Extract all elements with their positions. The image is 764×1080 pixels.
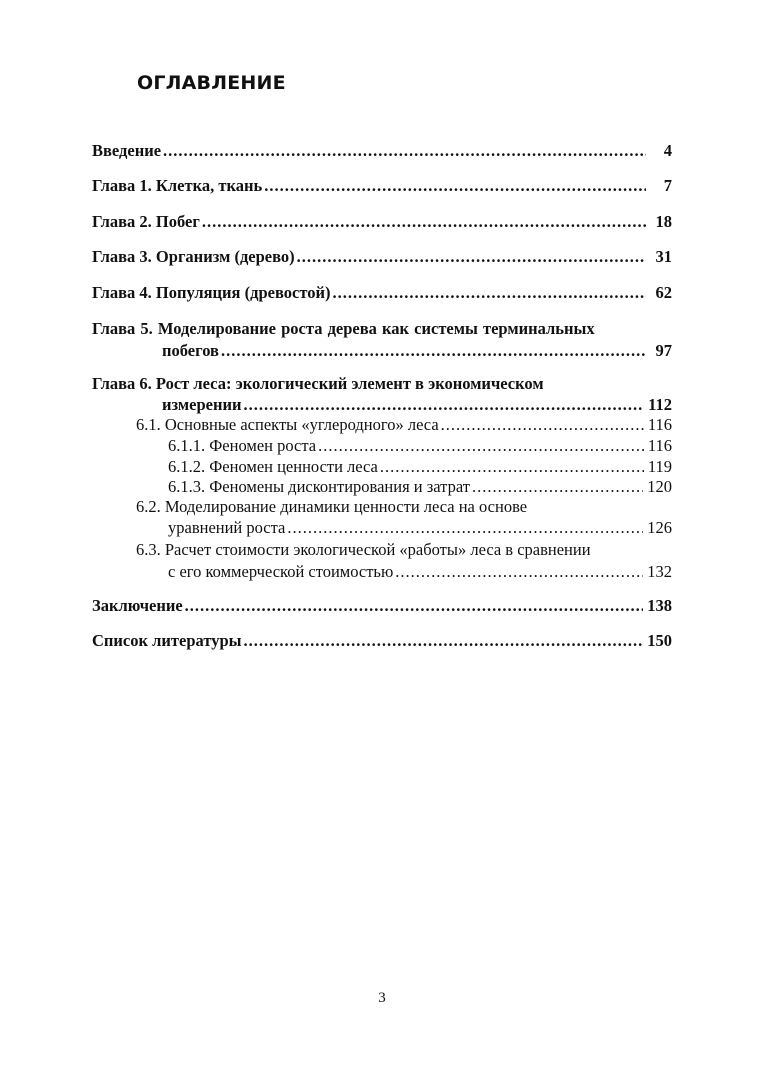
toc-entry-label: уравнений роста <box>168 518 286 537</box>
toc-entry-page: 126 <box>647 518 672 537</box>
toc-entry-page: 97 <box>655 341 672 360</box>
dot-leader <box>472 476 643 498</box>
dot-leader <box>244 394 645 416</box>
toc-entry-page: 31 <box>655 247 672 266</box>
toc-entry-chapter-6[interactable] <box>162 394 672 416</box>
dot-leader <box>264 175 646 197</box>
toc-entry-introduction[interactable] <box>92 140 672 162</box>
toc-entry-section-6-3-title[interactable]: 6.3. Расчет стоимости экологической «работы» леса в сравнении <box>136 540 591 559</box>
dot-leader <box>202 211 646 233</box>
toc-entry-chapter-6-title[interactable]: Глава 6. Рост леса: экологический элемент в экономическом <box>92 374 544 393</box>
toc-entry-chapter-3[interactable] <box>92 246 672 268</box>
toc-entry-section-6-3[interactable] <box>168 561 672 583</box>
toc-entry-label: 6.1.1. Феномен роста <box>168 436 317 455</box>
toc-entry-section-6-1-1[interactable] <box>168 435 672 457</box>
toc-entry-label: с его коммерческой стоимостью <box>168 562 394 581</box>
page-number: 3 <box>378 990 386 1006</box>
dot-leader <box>244 630 644 652</box>
dot-leader <box>297 246 646 268</box>
toc-entry-label: 6.1.2. Феномен ценности леса <box>168 457 378 476</box>
toc-entry-page: 138 <box>647 596 672 615</box>
toc-entry-page: 116 <box>647 415 672 434</box>
toc-entry-page: 7 <box>663 176 672 195</box>
toc-entry-chapter-4[interactable] <box>92 282 672 304</box>
dot-leader <box>185 595 644 617</box>
toc-entry-section-6-2[interactable] <box>168 517 672 539</box>
toc-entry-section-6-1-2[interactable] <box>168 456 672 478</box>
toc-entry-chapter-1[interactable] <box>92 175 672 197</box>
toc-entry-chapter-2[interactable] <box>92 211 672 233</box>
toc-entry-chapter-5-title[interactable]: Глава 5. Моделирование роста дерева как системы терминальных <box>92 319 595 338</box>
dot-leader <box>163 140 646 162</box>
page-title: ОГЛАВЛЕНИЕ <box>137 72 286 94</box>
toc-entry-page: 18 <box>655 212 672 231</box>
toc-entry-page: 112 <box>648 395 672 414</box>
toc-entry-section-6-2-title[interactable]: 6.2. Моделирование динамики ценности леса на основе <box>136 497 528 516</box>
toc-entry-page: 150 <box>647 631 672 650</box>
dot-leader <box>287 517 643 539</box>
toc-entry-page: 116 <box>647 436 672 455</box>
toc-entry-conclusion[interactable] <box>92 595 672 617</box>
dot-leader <box>395 561 643 583</box>
toc-entry-label: измерении <box>162 395 242 414</box>
toc-entry-label: Глава 3. Организм (дерево) <box>92 247 295 266</box>
toc-entry-label: побегов <box>162 341 219 360</box>
toc-entry-page: 62 <box>655 283 672 302</box>
toc-entry-label: Заключение <box>92 596 183 615</box>
toc-entry-bibliography[interactable] <box>92 630 672 652</box>
toc-entry-label: Глава 2. Побег <box>92 212 200 231</box>
toc-entry-label: Введение <box>92 141 162 160</box>
toc-entry-page: 120 <box>647 477 672 496</box>
dot-leader <box>318 435 644 457</box>
toc-entry-label: Глава 1. Клетка, ткань <box>92 176 263 195</box>
dot-leader <box>441 414 644 436</box>
toc-entry-chapter-5[interactable] <box>162 340 672 362</box>
toc-entry-label: Список литературы <box>92 631 242 650</box>
toc-entry-label: 6.1.3. Феномены дисконтирования и затрат <box>168 477 470 496</box>
toc-entry-page: 4 <box>663 141 672 160</box>
dot-leader <box>380 456 644 478</box>
toc-entry-section-6-1-3[interactable] <box>168 476 672 498</box>
toc-entry-label: 6.1. Основные аспекты «углеродного» леса <box>136 415 439 434</box>
toc-entry-label: Глава 4. Популяция (древостой) <box>92 283 331 302</box>
toc-entry-section-6-1[interactable] <box>136 414 672 436</box>
toc-entry-page: 119 <box>647 457 672 476</box>
toc-entry-page: 132 <box>647 562 672 581</box>
dot-leader <box>332 282 646 304</box>
dot-leader <box>221 340 646 362</box>
